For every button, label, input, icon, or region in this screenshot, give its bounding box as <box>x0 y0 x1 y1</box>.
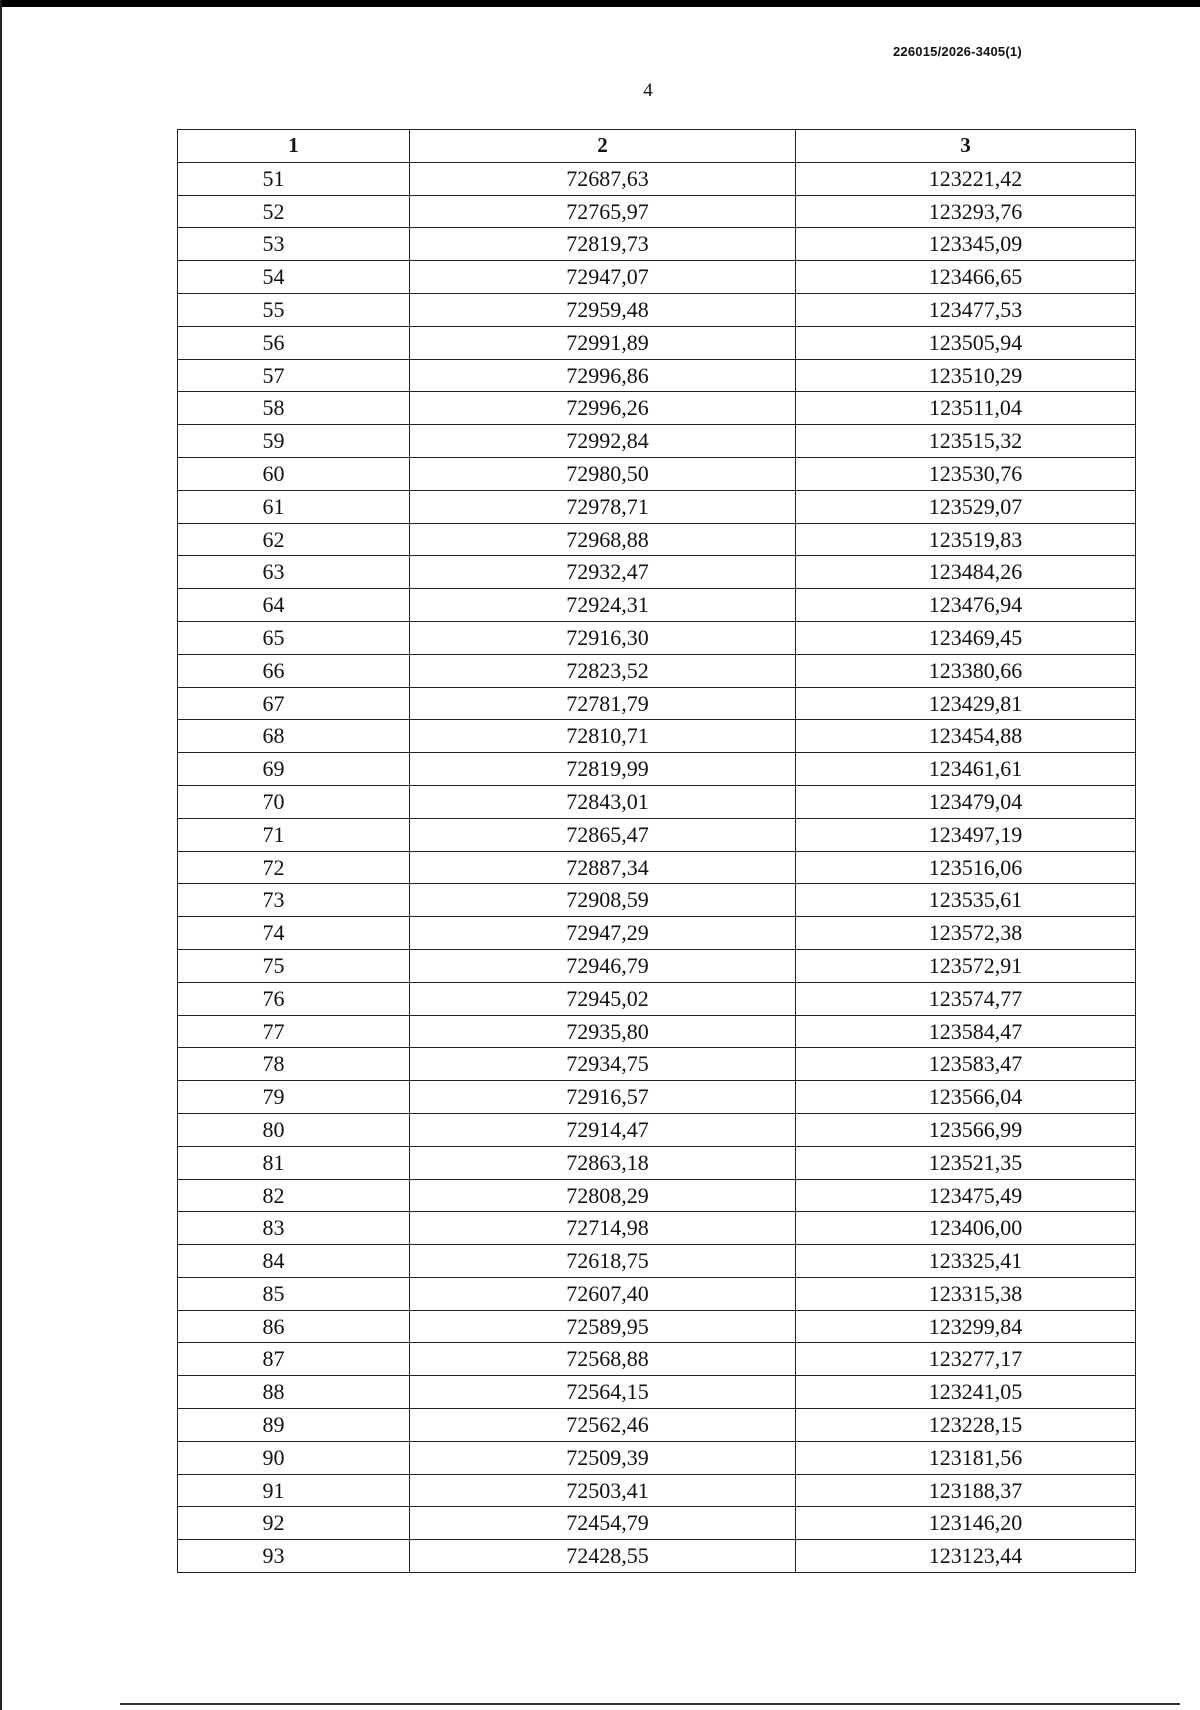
page-top-border <box>0 0 1200 7</box>
y-coordinate-cell: 123497,19 <box>796 818 1136 851</box>
table-row <box>178 1310 1136 1343</box>
y-coordinate-cell: 123241,05 <box>796 1376 1136 1409</box>
x-coordinate-cell: 72454,79 <box>410 1507 796 1540</box>
x-coordinate-cell: 72978,71 <box>410 490 796 523</box>
point-number-cell: 65 <box>178 621 410 654</box>
y-coordinate-cell: 123519,83 <box>796 523 1136 556</box>
point-number-cell: 79 <box>178 1081 410 1114</box>
x-coordinate-cell: 72781,79 <box>410 687 796 720</box>
table-row <box>178 1048 1136 1081</box>
y-coordinate-cell: 123406,00 <box>796 1212 1136 1245</box>
table-row <box>178 1113 1136 1146</box>
table-row <box>178 162 1136 195</box>
table-row <box>178 1474 1136 1507</box>
table-row <box>178 654 1136 687</box>
x-coordinate-cell: 72908,59 <box>410 884 796 917</box>
y-coordinate-cell: 123228,15 <box>796 1409 1136 1442</box>
point-number-cell: 51 <box>178 162 410 195</box>
y-coordinate-cell: 123315,38 <box>796 1277 1136 1310</box>
table-row <box>178 228 1136 261</box>
point-number-cell: 69 <box>178 753 410 786</box>
y-coordinate-cell: 123484,26 <box>796 556 1136 589</box>
y-coordinate-cell: 123188,37 <box>796 1474 1136 1507</box>
table-row <box>178 261 1136 294</box>
table-row <box>178 293 1136 326</box>
x-coordinate-cell: 72428,55 <box>410 1540 796 1573</box>
y-coordinate-cell: 123221,42 <box>796 162 1136 195</box>
table-row <box>178 818 1136 851</box>
table-row <box>178 720 1136 753</box>
point-number-cell: 60 <box>178 457 410 490</box>
y-coordinate-cell: 123469,45 <box>796 621 1136 654</box>
y-coordinate-cell: 123516,06 <box>796 851 1136 884</box>
x-coordinate-cell: 72945,02 <box>410 982 796 1015</box>
table-row <box>178 1212 1136 1245</box>
table-row <box>178 884 1136 917</box>
x-coordinate-cell: 72568,88 <box>410 1343 796 1376</box>
table-row <box>178 851 1136 884</box>
y-coordinate-cell: 123574,77 <box>796 982 1136 1015</box>
x-coordinate-cell: 72916,57 <box>410 1081 796 1114</box>
x-coordinate-cell: 72947,07 <box>410 261 796 294</box>
table-row <box>178 949 1136 982</box>
y-coordinate-cell: 123479,04 <box>796 785 1136 818</box>
table-row <box>178 1146 1136 1179</box>
x-coordinate-cell: 72843,01 <box>410 785 796 818</box>
point-number-cell: 84 <box>178 1245 410 1278</box>
point-number-cell: 74 <box>178 917 410 950</box>
y-coordinate-cell: 123454,88 <box>796 720 1136 753</box>
header-row <box>178 130 1136 163</box>
table-row <box>178 556 1136 589</box>
page-number: 4 <box>643 80 653 101</box>
point-number-cell: 78 <box>178 1048 410 1081</box>
y-coordinate-cell: 123181,56 <box>796 1441 1136 1474</box>
table-row <box>178 326 1136 359</box>
y-coordinate-cell: 123345,09 <box>796 228 1136 261</box>
point-number-cell: 80 <box>178 1113 410 1146</box>
point-number-cell: 53 <box>178 228 410 261</box>
x-coordinate-cell: 72887,34 <box>410 851 796 884</box>
y-coordinate-cell: 123572,91 <box>796 949 1136 982</box>
point-number-cell: 92 <box>178 1507 410 1540</box>
page-bottom-line <box>120 1703 1180 1705</box>
table-row <box>178 1441 1136 1474</box>
x-coordinate-cell: 72765,97 <box>410 195 796 228</box>
point-number-cell: 61 <box>178 490 410 523</box>
x-coordinate-cell: 72509,39 <box>410 1441 796 1474</box>
point-number-cell: 56 <box>178 326 410 359</box>
point-number-cell: 83 <box>178 1212 410 1245</box>
x-coordinate-cell: 72992,84 <box>410 425 796 458</box>
x-coordinate-cell: 72687,63 <box>410 162 796 195</box>
x-coordinate-cell: 72968,88 <box>410 523 796 556</box>
y-coordinate-cell: 123510,29 <box>796 359 1136 392</box>
x-coordinate-cell: 72714,98 <box>410 1212 796 1245</box>
x-coordinate-cell: 72564,15 <box>410 1376 796 1409</box>
column-header-3: 3 <box>796 130 1136 163</box>
y-coordinate-cell: 123521,35 <box>796 1146 1136 1179</box>
point-number-cell: 55 <box>178 293 410 326</box>
point-number-cell: 93 <box>178 1540 410 1573</box>
point-number-cell: 62 <box>178 523 410 556</box>
x-coordinate-cell: 72865,47 <box>410 818 796 851</box>
point-number-cell: 63 <box>178 556 410 589</box>
y-coordinate-cell: 123123,44 <box>796 1540 1136 1573</box>
y-coordinate-cell: 123529,07 <box>796 490 1136 523</box>
x-coordinate-cell: 72996,26 <box>410 392 796 425</box>
x-coordinate-cell: 72934,75 <box>410 1048 796 1081</box>
x-coordinate-cell: 72916,30 <box>410 621 796 654</box>
x-coordinate-cell: 72819,73 <box>410 228 796 261</box>
table-row <box>178 1179 1136 1212</box>
point-number-cell: 52 <box>178 195 410 228</box>
y-coordinate-cell: 123530,76 <box>796 457 1136 490</box>
table-row <box>178 425 1136 458</box>
point-number-cell: 88 <box>178 1376 410 1409</box>
x-coordinate-cell: 72991,89 <box>410 326 796 359</box>
point-number-cell: 70 <box>178 785 410 818</box>
table-row <box>178 982 1136 1015</box>
x-coordinate-cell: 72808,29 <box>410 1179 796 1212</box>
point-number-cell: 73 <box>178 884 410 917</box>
column-header-1: 1 <box>178 130 410 163</box>
point-number-cell: 90 <box>178 1441 410 1474</box>
point-number-cell: 85 <box>178 1277 410 1310</box>
y-coordinate-cell: 123572,38 <box>796 917 1136 950</box>
table-row <box>178 785 1136 818</box>
point-number-cell: 81 <box>178 1146 410 1179</box>
table-row <box>178 1409 1136 1442</box>
x-coordinate-cell: 72589,95 <box>410 1310 796 1343</box>
y-coordinate-cell: 123511,04 <box>796 392 1136 425</box>
table-row <box>178 1081 1136 1114</box>
table-row <box>178 589 1136 622</box>
point-number-cell: 91 <box>178 1474 410 1507</box>
y-coordinate-cell: 123583,47 <box>796 1048 1136 1081</box>
table-row <box>178 753 1136 786</box>
table-row <box>178 1245 1136 1278</box>
y-coordinate-cell: 123299,84 <box>796 1310 1136 1343</box>
table-row <box>178 687 1136 720</box>
x-coordinate-cell: 72932,47 <box>410 556 796 589</box>
table-row <box>178 490 1136 523</box>
point-number-cell: 57 <box>178 359 410 392</box>
point-number-cell: 86 <box>178 1310 410 1343</box>
y-coordinate-cell: 123277,17 <box>796 1343 1136 1376</box>
table-row <box>178 457 1136 490</box>
table-row <box>178 1015 1136 1048</box>
table-row <box>178 917 1136 950</box>
coordinates-table <box>177 129 1136 1573</box>
point-number-cell: 54 <box>178 261 410 294</box>
table-row <box>178 1540 1136 1573</box>
document-reference: 226015/2026-3405(1) <box>893 44 1022 59</box>
x-coordinate-cell: 72823,52 <box>410 654 796 687</box>
column-header-2: 2 <box>410 130 796 163</box>
x-coordinate-cell: 72618,75 <box>410 1245 796 1278</box>
point-number-cell: 76 <box>178 982 410 1015</box>
table-row <box>178 195 1136 228</box>
x-coordinate-cell: 72947,29 <box>410 917 796 950</box>
y-coordinate-cell: 123566,99 <box>796 1113 1136 1146</box>
table-row <box>178 1507 1136 1540</box>
point-number-cell: 82 <box>178 1179 410 1212</box>
y-coordinate-cell: 123475,49 <box>796 1179 1136 1212</box>
y-coordinate-cell: 123535,61 <box>796 884 1136 917</box>
point-number-cell: 89 <box>178 1409 410 1442</box>
y-coordinate-cell: 123515,32 <box>796 425 1136 458</box>
x-coordinate-cell: 72996,86 <box>410 359 796 392</box>
y-coordinate-cell: 123461,61 <box>796 753 1136 786</box>
y-coordinate-cell: 123477,53 <box>796 293 1136 326</box>
table-body <box>178 162 1136 1572</box>
y-coordinate-cell: 123466,65 <box>796 261 1136 294</box>
point-number-cell: 71 <box>178 818 410 851</box>
table-row <box>178 392 1136 425</box>
point-number-cell: 68 <box>178 720 410 753</box>
y-coordinate-cell: 123380,66 <box>796 654 1136 687</box>
x-coordinate-cell: 72562,46 <box>410 1409 796 1442</box>
x-coordinate-cell: 72914,47 <box>410 1113 796 1146</box>
y-coordinate-cell: 123476,94 <box>796 589 1136 622</box>
x-coordinate-cell: 72959,48 <box>410 293 796 326</box>
table-row <box>178 621 1136 654</box>
point-number-cell: 77 <box>178 1015 410 1048</box>
table-row <box>178 523 1136 556</box>
y-coordinate-cell: 123584,47 <box>796 1015 1136 1048</box>
point-number-cell: 58 <box>178 392 410 425</box>
y-coordinate-cell: 123566,04 <box>796 1081 1136 1114</box>
x-coordinate-cell: 72819,99 <box>410 753 796 786</box>
x-coordinate-cell: 72503,41 <box>410 1474 796 1507</box>
table-row <box>178 1277 1136 1310</box>
point-number-cell: 66 <box>178 654 410 687</box>
point-number-cell: 67 <box>178 687 410 720</box>
point-number-cell: 72 <box>178 851 410 884</box>
y-coordinate-cell: 123429,81 <box>796 687 1136 720</box>
table-row <box>178 1376 1136 1409</box>
point-number-cell: 87 <box>178 1343 410 1376</box>
x-coordinate-cell: 72607,40 <box>410 1277 796 1310</box>
x-coordinate-cell: 72924,31 <box>410 589 796 622</box>
y-coordinate-cell: 123325,41 <box>796 1245 1136 1278</box>
x-coordinate-cell: 72980,50 <box>410 457 796 490</box>
x-coordinate-cell: 72863,18 <box>410 1146 796 1179</box>
y-coordinate-cell: 123146,20 <box>796 1507 1136 1540</box>
x-coordinate-cell: 72810,71 <box>410 720 796 753</box>
y-coordinate-cell: 123505,94 <box>796 326 1136 359</box>
point-number-cell: 75 <box>178 949 410 982</box>
point-number-cell: 64 <box>178 589 410 622</box>
table-row <box>178 1343 1136 1376</box>
page-left-edge <box>0 0 2 1710</box>
x-coordinate-cell: 72935,80 <box>410 1015 796 1048</box>
x-coordinate-cell: 72946,79 <box>410 949 796 982</box>
table-row <box>178 359 1136 392</box>
point-number-cell: 59 <box>178 425 410 458</box>
table-header <box>178 130 1136 163</box>
y-coordinate-cell: 123293,76 <box>796 195 1136 228</box>
